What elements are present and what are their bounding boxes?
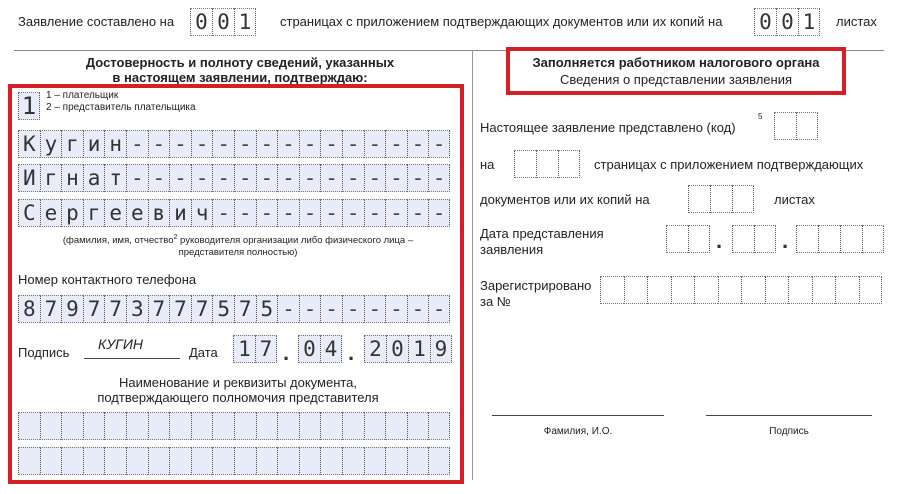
form-cell[interactable] (536, 150, 558, 178)
form-cell[interactable]: а (83, 164, 105, 192)
form-cell[interactable] (666, 225, 688, 253)
form-cell[interactable]: р (61, 199, 83, 227)
left-title-line2: в настоящем заявлении, подтверждаю: (112, 70, 368, 85)
form-cell[interactable]: - (234, 130, 256, 158)
header-middle: страницах с приложением подтверждающих документов или их копий на (280, 14, 723, 29)
form-cell[interactable]: - (428, 164, 450, 192)
form-cell[interactable]: - (407, 164, 429, 192)
form-cell[interactable]: - (407, 295, 429, 323)
signature-line (84, 358, 180, 359)
right-title-line2: Сведения о представлении заявления (559, 72, 793, 87)
form-cell[interactable]: 1 (234, 8, 256, 36)
form-cell[interactable]: 7 (148, 295, 170, 323)
form-cell[interactable]: и (83, 130, 105, 158)
form-cell[interactable] (234, 447, 256, 475)
form-cell[interactable]: 7 (169, 295, 191, 323)
form-cell[interactable]: 7 (104, 295, 126, 323)
form-cell[interactable]: е (126, 199, 148, 227)
form-cell[interactable]: - (428, 295, 450, 323)
form-cell[interactable] (256, 412, 278, 440)
form-cell[interactable]: 9 (430, 335, 452, 363)
reg-cells[interactable] (600, 276, 882, 304)
form-cell[interactable]: - (191, 164, 213, 192)
form-cell[interactable]: - (212, 130, 234, 158)
submit-date-separator-1: . (716, 228, 723, 253)
form-cell[interactable]: - (169, 164, 191, 192)
form-cell[interactable]: - (126, 164, 148, 192)
form-cell[interactable] (364, 412, 386, 440)
column-divider (472, 50, 473, 480)
form-cell[interactable] (342, 447, 364, 475)
form-cell[interactable] (624, 276, 648, 304)
form-cell[interactable] (671, 276, 695, 304)
form-cell[interactable]: - (320, 295, 342, 323)
form-cell[interactable] (385, 412, 407, 440)
form-cell[interactable] (428, 412, 450, 440)
form-cell[interactable] (61, 412, 83, 440)
form-cell[interactable]: - (428, 130, 450, 158)
form-cell[interactable]: и (169, 199, 191, 227)
form-cell[interactable]: - (364, 164, 386, 192)
form-cell[interactable]: ч (191, 199, 213, 227)
form-cell[interactable]: - (234, 199, 256, 227)
doc-row-1[interactable] (18, 412, 450, 440)
form-cell[interactable]: 3 (126, 295, 148, 323)
form-cell[interactable] (796, 225, 818, 253)
form-cell[interactable]: 7 (234, 295, 256, 323)
signature-value: КУГИН (98, 336, 143, 352)
form-cell[interactable]: г (61, 130, 83, 158)
form-cell[interactable]: е (104, 199, 126, 227)
header-prefix: Заявление составлено на (18, 14, 175, 29)
form-cell[interactable]: - (364, 130, 386, 158)
form-cell[interactable]: - (299, 164, 321, 192)
form-cell[interactable]: - (385, 130, 407, 158)
form-cell[interactable]: - (277, 164, 299, 192)
form-cell[interactable] (299, 447, 321, 475)
phone-label: Номер контактного телефона (18, 272, 197, 287)
name-cells[interactable] (18, 164, 450, 192)
form-cell[interactable]: - (342, 295, 364, 323)
form-cell[interactable]: - (256, 130, 278, 158)
form-cell[interactable]: 0 (386, 335, 408, 363)
form-cell[interactable] (212, 412, 234, 440)
form-cell[interactable]: - (407, 199, 429, 227)
doc-label-line1: Наименование и реквизиты документа, (118, 375, 358, 390)
form-cell[interactable] (732, 185, 754, 213)
form-cell[interactable]: - (342, 164, 364, 192)
form-cell[interactable]: 2 (364, 335, 386, 363)
form-cell[interactable] (754, 225, 776, 253)
form-cell[interactable]: 7 (191, 295, 213, 323)
form-cell[interactable]: г (40, 164, 62, 192)
form-cell[interactable]: - (277, 199, 299, 227)
role-cell[interactable] (18, 92, 40, 120)
form-cell[interactable] (277, 412, 299, 440)
form-cell[interactable]: 5 (212, 295, 234, 323)
form-cell[interactable]: - (148, 130, 170, 158)
form-cell[interactable] (364, 447, 386, 475)
form-cell[interactable]: 0 (212, 8, 234, 36)
form-cell[interactable] (104, 447, 126, 475)
form-cell[interactable] (774, 112, 796, 140)
form-cell[interactable] (694, 276, 718, 304)
form-cell[interactable]: т (104, 164, 126, 192)
phone-cells[interactable] (18, 295, 450, 323)
submit-month-cells[interactable] (732, 225, 776, 253)
code-cells[interactable] (774, 112, 818, 140)
form-cell[interactable] (385, 447, 407, 475)
form-cell[interactable] (40, 447, 62, 475)
form-cell[interactable] (765, 276, 789, 304)
fio-caption: Фамилия, И.О. (543, 426, 613, 437)
form-cell[interactable]: - (256, 199, 278, 227)
form-cell[interactable] (840, 225, 862, 253)
date-separator-1: . (283, 340, 290, 365)
submit-date-label (480, 226, 604, 258)
form-cell[interactable] (818, 225, 840, 253)
name-note-a: (фамилия, имя, отчество (62, 235, 174, 247)
form-cell[interactable] (647, 276, 671, 304)
form-cell[interactable]: 1 (18, 92, 40, 120)
submit-date-label-line1: Дата представления (480, 226, 604, 241)
form-cell[interactable]: е (40, 199, 62, 227)
submit-year-cells[interactable] (796, 225, 884, 253)
form-cell[interactable] (18, 447, 40, 475)
form-cell[interactable]: 0 (190, 8, 212, 36)
form-cell[interactable]: - (212, 164, 234, 192)
form-cell[interactable] (862, 225, 884, 253)
form-cell[interactable]: - (256, 164, 278, 192)
form-cell[interactable]: 0 (754, 8, 776, 36)
signature-label: Подпись (18, 345, 70, 360)
form-cell[interactable]: - (364, 295, 386, 323)
form-cell[interactable] (428, 447, 450, 475)
date-month-cells[interactable] (298, 335, 342, 363)
form-cell[interactable]: - (126, 130, 148, 158)
docs-text: документов или их копий на (480, 192, 650, 207)
form-cell[interactable]: 0 (298, 335, 320, 363)
header-suffix: листах (836, 14, 877, 29)
date-separator-2: . (348, 340, 355, 365)
date-year-cells[interactable] (364, 335, 452, 363)
form-cell[interactable]: 4 (320, 335, 342, 363)
form-cell[interactable]: - (299, 130, 321, 158)
form-cell[interactable] (320, 447, 342, 475)
reg-label-line2: за № (480, 294, 511, 309)
form-cell[interactable]: 7 (83, 295, 105, 323)
right-title (510, 54, 842, 88)
left-title-line1: Достоверность и полноту сведений, указанных (85, 55, 395, 70)
name-note-c: представителя полностью) (178, 247, 298, 259)
form-cell[interactable] (812, 276, 836, 304)
form-cell[interactable]: - (428, 199, 450, 227)
name-note (20, 232, 456, 259)
form-cell[interactable] (835, 276, 859, 304)
form-cell[interactable] (18, 412, 40, 440)
form-cell[interactable] (859, 276, 883, 304)
form-cell[interactable]: - (364, 199, 386, 227)
form-cell[interactable] (61, 447, 83, 475)
surname-cells[interactable] (18, 130, 450, 158)
form-cell[interactable]: - (299, 199, 321, 227)
header-pages-cells[interactable] (190, 8, 256, 36)
reg-label-line1: Зарегистрировано (480, 278, 592, 293)
form-cell[interactable] (514, 150, 536, 178)
form-cell[interactable]: - (385, 199, 407, 227)
form-cell[interactable]: - (212, 199, 234, 227)
form-cell[interactable]: у (40, 130, 62, 158)
form-cell[interactable]: - (342, 199, 364, 227)
form-cell[interactable] (407, 447, 429, 475)
form-cell[interactable] (688, 225, 710, 253)
form-cell[interactable] (600, 276, 624, 304)
form-cell[interactable] (191, 447, 213, 475)
form-cell[interactable] (256, 447, 278, 475)
form-cell[interactable]: 1 (233, 335, 255, 363)
submit-date-label-line2: заявления (480, 242, 544, 257)
form-cell[interactable] (688, 185, 710, 213)
submit-date-separator-2: . (782, 228, 789, 253)
right-sheets-cells[interactable] (688, 185, 754, 213)
form-cell[interactable] (234, 412, 256, 440)
form-cell[interactable]: н (104, 130, 126, 158)
form-cell[interactable] (277, 447, 299, 475)
role-option-1: 1 – плательщик (46, 90, 119, 101)
form-cell[interactable] (320, 412, 342, 440)
form-cell[interactable] (83, 412, 105, 440)
patronymic-cells[interactable] (18, 199, 450, 227)
form-cell[interactable]: - (320, 130, 342, 158)
form-cell[interactable]: в (148, 199, 170, 227)
doc-row-2[interactable] (18, 447, 450, 475)
doc-label (20, 375, 456, 405)
form-cell[interactable]: 0 (776, 8, 798, 36)
sign-caption: Подпись (769, 426, 809, 437)
form-cell[interactable] (788, 276, 812, 304)
name-note-b: руководителя организации либо физического лица – (180, 235, 414, 247)
form-cell[interactable] (83, 447, 105, 475)
date-day-cells[interactable] (233, 335, 277, 363)
form-cell[interactable] (148, 447, 170, 475)
form-cell[interactable]: 7 (40, 295, 62, 323)
form-cell[interactable]: - (234, 164, 256, 192)
fio-line (492, 415, 664, 416)
form-cell[interactable]: 7 (255, 335, 277, 363)
reg-label (480, 278, 591, 310)
form-cell[interactable] (104, 412, 126, 440)
form-cell[interactable]: К (18, 130, 40, 158)
form-cell[interactable] (212, 447, 234, 475)
on-label: на (480, 157, 495, 172)
form-cell[interactable]: - (320, 164, 342, 192)
form-cell[interactable]: 5 (256, 295, 278, 323)
sign-line (706, 415, 872, 416)
form-cell[interactable]: - (407, 130, 429, 158)
form-cell[interactable] (732, 225, 754, 253)
form-cell[interactable]: - (342, 130, 364, 158)
form-cell[interactable]: 8 (18, 295, 40, 323)
form-cell[interactable] (169, 412, 191, 440)
form-cell[interactable]: н (61, 164, 83, 192)
form-cell[interactable] (342, 412, 364, 440)
form-cell[interactable]: - (320, 199, 342, 227)
right-pages-cells[interactable] (514, 150, 580, 178)
form-cell[interactable]: - (169, 130, 191, 158)
date-label: Дата (189, 345, 218, 360)
form-cell[interactable] (796, 112, 818, 140)
form-cell[interactable]: - (299, 295, 321, 323)
form-cell[interactable] (169, 447, 191, 475)
form-cell[interactable]: 1 (408, 335, 430, 363)
right-sheets-text: листах (774, 192, 815, 207)
submit-day-cells[interactable] (666, 225, 710, 253)
header-sheets-cells[interactable] (754, 8, 820, 36)
form-cell[interactable]: 9 (61, 295, 83, 323)
form-cell[interactable] (741, 276, 765, 304)
form-cell[interactable] (710, 185, 732, 213)
doc-label-line2: подтверждающего полномочия представителя (97, 390, 379, 405)
form-cell[interactable]: 1 (798, 8, 820, 36)
right-pages-text: страницах с приложением подтверждающих (594, 157, 864, 172)
form-cell[interactable]: - (385, 164, 407, 192)
role-option-2: 2 – представитель плательщика (46, 102, 196, 113)
name-note-sup: 2 (173, 234, 178, 241)
form-cell[interactable] (148, 412, 170, 440)
right-title-line1: Заполняется работником налогового органа (532, 55, 820, 70)
form-cell[interactable]: - (148, 164, 170, 192)
form-cell[interactable] (407, 412, 429, 440)
code-sup: 5 (758, 112, 763, 121)
form-cell[interactable]: - (277, 295, 299, 323)
form-cell[interactable]: г (83, 199, 105, 227)
form-cell[interactable]: - (191, 130, 213, 158)
form-cell[interactable]: И (18, 164, 40, 192)
form-cell[interactable] (126, 447, 148, 475)
form-cell[interactable] (40, 412, 62, 440)
form-cell[interactable] (558, 150, 580, 178)
left-title (20, 55, 460, 85)
form-cell[interactable]: - (277, 130, 299, 158)
form-cell[interactable] (299, 412, 321, 440)
form-cell[interactable] (191, 412, 213, 440)
form-cell[interactable] (126, 412, 148, 440)
code-label: Настоящее заявление представлено (код) (480, 120, 736, 135)
form-cell[interactable]: С (18, 199, 40, 227)
form-cell[interactable]: - (385, 295, 407, 323)
form-cell[interactable] (718, 276, 742, 304)
